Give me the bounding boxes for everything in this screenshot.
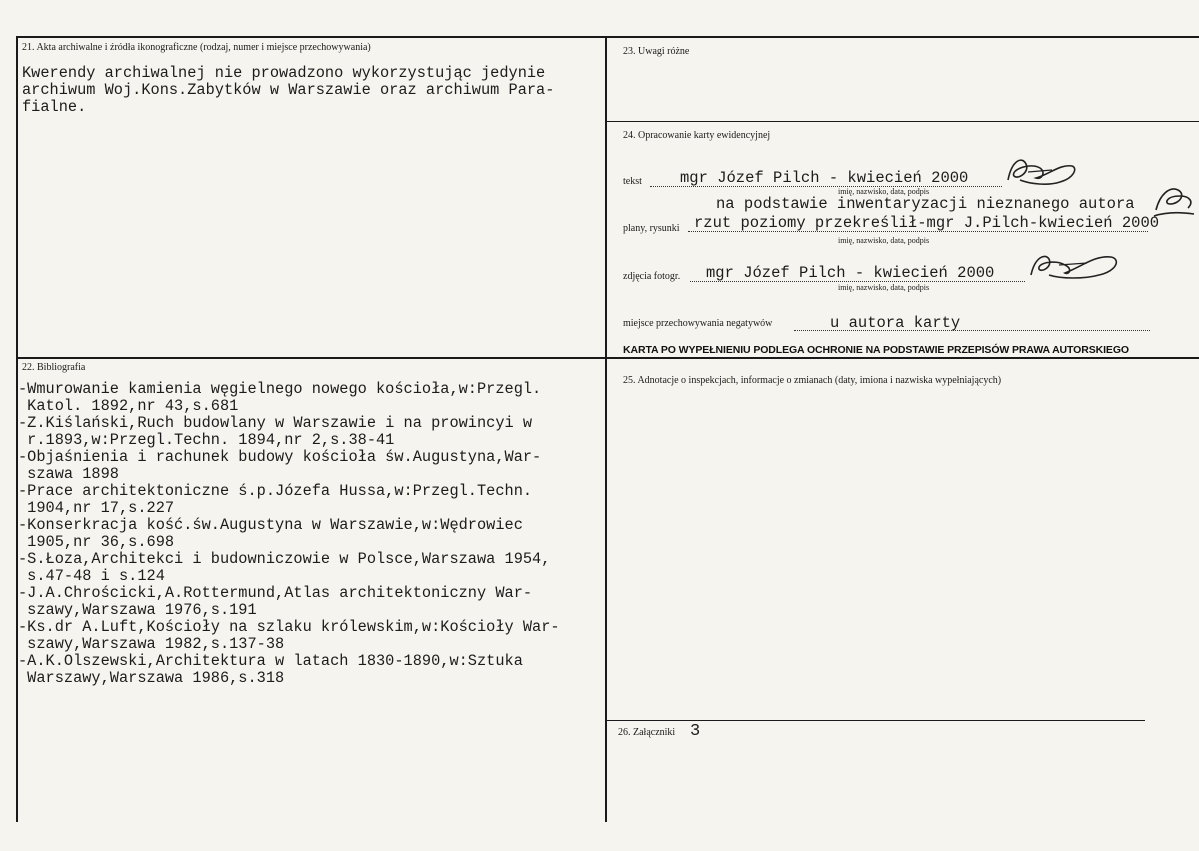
bibliography-line: Katol. 1892,nr 43,s.681 [18,397,239,415]
section-21-line: archiwum Woj.Kons.Zabytków w Warszawie oraz archiwum Para- [22,81,555,99]
divider-23-24 [605,121,1199,122]
bibliography-line: szawy,Warszawa 1982,s.137-38 [18,635,285,653]
bibliography-line: szawa 1898 [18,465,119,483]
frame-center-divider [605,36,607,822]
bibliography-line: -Wmurowanie kamienia węgielnego nowego kościoła,w:Przegl. [18,380,542,398]
bibliography-line: -S.Łoza,Architekci i budowniczowie w Polsce,Warszawa 1954, [18,550,551,568]
plany-caption: imię, nazwisko, data, podpis [838,236,930,245]
signature-tekst-image [1000,150,1080,192]
section-22-label: 22. Bibliografia [22,362,86,373]
bibliography-line: -Konserkracja kość.św.Augustyna w Warszawie,w:Wędrowiec [18,516,523,534]
bibliography-line: -Objaśnienia i rachunek budowy kościoła św.Augustyna,War- [18,448,542,466]
bibliography-line: -J.A.Chrościcki,A.Rottermund,Atlas architektoniczny War- [18,584,533,602]
miejsce-label: miejsce przechowywania negatywów [623,318,773,329]
bibliography-line: r.1893,w:Przegl.Techn. 1894,nr 2,s.38-41 [18,431,395,449]
tekst-label: tekst [623,176,642,187]
bibliography-line: Warszawy,Warszawa 1986,s.318 [18,669,285,687]
bibliography-line: -Z.Kiślański,Ruch budowlany w Warszawie i na prowincyi w [18,414,533,432]
section-25-label: 25. Adnotacje o inspekcjach, informacje o zmianach (daty, imiona i nazwiska wypełniających) [623,375,1002,386]
zdjecia-value: mgr Józef Pilch - kwiecień 2000 [706,264,995,282]
section-21-text [22,65,554,116]
tekst-value: mgr Józef Pilch - kwiecień 2000 [680,169,969,187]
section-21-line: Kwerendy archiwalnej nie prowadzono wykorzystując jedynie [22,64,546,82]
tekst-caption: imię, nazwisko, data, podpis [838,187,930,196]
bibliography-line: -Ks.dr A.Luft,Kościoły na szlaku królewskim,w:Kościoły War- [18,618,560,636]
section-26-label: 26. Załączniki [618,727,676,738]
plany-value-line2: rzut poziomy przekreślił-mgr J.Pilch-kwiecień 2000 [694,214,1160,232]
bibliography-line: 1904,nr 17,s.227 [18,499,175,517]
signature-plany-image [1150,182,1196,222]
bibliography-list [18,381,560,687]
section-23-label: 23. Uwagi różne [623,46,690,57]
frame-mid-horizontal [16,357,1199,359]
section-21-label: 21. Akta archiwalne i źródła ikonograficzne (rodzaj, numer i miejsce przechowywania) [22,42,371,53]
bibliography-line: s.47-48 i s.124 [18,567,165,585]
zdjecia-label: zdjęcia fotogr. [623,271,681,282]
signature-zdjecia-image [1025,245,1125,285]
zdjecia-caption: imię, nazwisko, data, podpis [838,283,930,292]
section-24-label: 24. Opracowanie karty ewidencyjnej [623,130,771,141]
section-26-value: 3 [690,722,701,741]
bibliography-line: 1905,nr 36,s.698 [18,533,175,551]
bibliography-line: szawy,Warszawa 1976,s.191 [18,601,257,619]
plany-label: plany, rysunki [623,223,680,234]
plany-value-line1: na podstawie inwentaryzacji nieznanego autora [716,195,1135,213]
divider-25-26 [605,720,1145,721]
bibliography-line: -Prace architektoniczne ś.p.Józefa Hussa,w:Przegl.Techn. [18,482,533,500]
bibliography-line: -A.K.Olszewski,Architektura w latach 1830-1890,w:Sztuka [18,652,523,670]
frame-top-line [16,36,1199,38]
miejsce-value: u autora karty [830,314,961,332]
section-21-line: fialne. [22,98,87,116]
copyright-notice: KARTA PO WYPEŁNIENIU PODLEGA OCHRONIE NA PODSTAWIE PRZEPISÓW PRAWA AUTORSKIEGO [623,344,1129,356]
